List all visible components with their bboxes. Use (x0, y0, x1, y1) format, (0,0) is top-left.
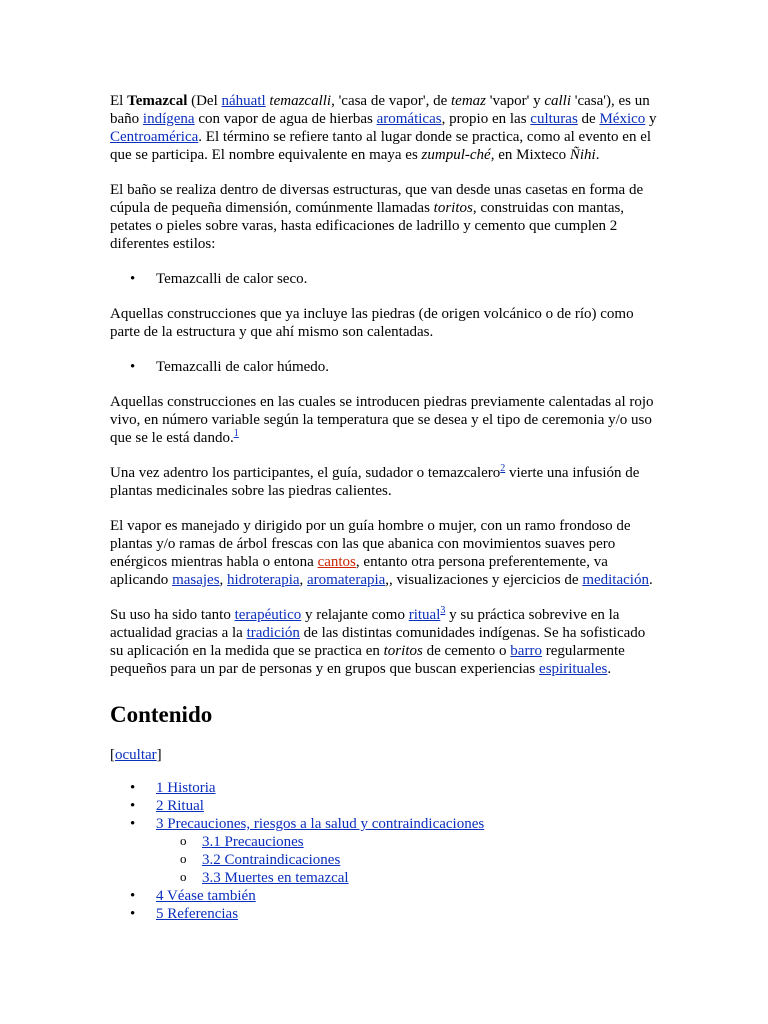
link-aromaticas[interactable]: aromáticas (376, 111, 442, 127)
link-masajes[interactable]: masajes (172, 572, 220, 588)
toc-link-muertes[interactable]: 3.3 Muertes en temazcal (202, 870, 349, 886)
toc-link-contraindicaciones[interactable]: 3.2 Contraindicaciones (202, 852, 341, 868)
bracket: ] (156, 747, 162, 763)
text: Su uso ha sido tanto (110, 607, 235, 623)
toc-hide-link[interactable]: ocultar (115, 747, 157, 763)
link-terapeutico[interactable]: terapéutico (234, 607, 302, 623)
text: El (110, 93, 128, 109)
text: . El término se refiere tanto al lugar donde se practica, como al evento en el que se participa. El nombre equivalente en maya es (110, 129, 652, 163)
link-hidroterapia[interactable]: hidroterapia (227, 572, 300, 588)
toc-link-referencias[interactable]: 5 Referencias (156, 906, 239, 922)
toc-toggle (110, 746, 660, 764)
term-toritos: toritos (383, 643, 423, 659)
paragraph-use (110, 606, 660, 678)
text: Aquellas construcciones en las cuales se introducen piedras previamente calentadas al rojo vivo, en número variable según la temperatura que se desea y el tipo de ceremonia y/o uso que se le está dando. (110, 394, 654, 446)
toc-subitem (156, 869, 660, 887)
paragraph-intro (110, 92, 660, 164)
text: , (299, 572, 308, 588)
link-culturas[interactable]: culturas (530, 111, 578, 127)
text: . (607, 661, 612, 677)
text: ,, visualizaciones y ejercicios de (385, 572, 583, 588)
text: y su práctica sobrevive en la actualidad gracias a la (110, 607, 620, 641)
link-espirituales[interactable]: espirituales (539, 661, 608, 677)
toc-link-historia[interactable]: 1 Historia (156, 780, 216, 796)
text: , (219, 572, 228, 588)
link-indigena[interactable]: indígena (142, 111, 195, 127)
text: , 'casa de vapor', de (331, 93, 452, 109)
paragraph-participants (110, 464, 660, 500)
term-toritos: toritos (433, 200, 473, 216)
toc-item (110, 797, 660, 815)
text: . (595, 147, 600, 163)
text: vierte una infusión de plantas medicinales sobre las piedras calientes. (110, 465, 640, 499)
term-temaz: temaz (451, 93, 487, 109)
link-ritual[interactable]: ritual (408, 607, 441, 623)
list-item: • Temazcalli de calor seco. (110, 270, 660, 288)
bracket: [ (110, 747, 115, 763)
text: 'casa'), es un baño (110, 93, 650, 127)
paragraph-structures (110, 181, 660, 253)
article-body (110, 92, 660, 923)
bullet-list (110, 358, 660, 376)
text: regularmente pequeños para un par de personas y en grupos que buscan experiencias (110, 643, 625, 677)
link-mexico[interactable]: México (599, 111, 646, 127)
text: , en Mixteco (490, 147, 570, 163)
text: de (577, 111, 600, 127)
text: 'vapor' y (486, 93, 545, 109)
toc-link-ritual[interactable]: 2 Ritual (156, 798, 204, 814)
toc-link-vease[interactable]: 4 Véase también (156, 888, 256, 904)
toc-item (110, 779, 660, 797)
paragraph-dry-heat: Aquellas construcciones que ya incluye las piedras (de origen volcánico o de río) como parte de la estructura y que ahí mismo son calentadas. (110, 306, 634, 340)
toc-item (110, 887, 660, 905)
toc-subitem (156, 833, 660, 851)
footnote-ref-2[interactable]: 2 (500, 463, 506, 474)
toc-link-precauciones[interactable]: 3 Precauciones, riesgos a la salud y contraindicaciones (156, 816, 485, 832)
term-temazcal: Temazcal (127, 93, 188, 109)
toc-heading: Contenido (110, 702, 213, 727)
link-nahuatl[interactable]: náhuatl (221, 93, 266, 109)
toc-item (110, 815, 660, 887)
text: . (648, 572, 653, 588)
text: y (645, 111, 657, 127)
link-barro[interactable]: barro (510, 643, 542, 659)
term-nihi: Ñihi (569, 147, 596, 163)
text: , construidas con mantas, petates o pieles sobre varas, hasta edificaciones de ladrillo y cemento que cumplen 2 diferentes estilos: (110, 200, 625, 252)
text: El vapor es manejado y dirigido por un guía hombre o mujer, con un ramo frondoso de plantas y/o ramas de árbol frescas con las que abanica con movimientos suaves pero enérgicos mientras habla o entona (110, 518, 631, 570)
toc-subitem (156, 851, 660, 869)
text: Una vez adentro los participantes, el guía, sudador o temazcalero (110, 465, 501, 481)
toc-list (110, 779, 660, 923)
paragraph-wet-heat (110, 393, 660, 447)
footnote-ref-1[interactable]: 1 (233, 428, 239, 439)
text: , entanto otra persona preferentemente, va aplicando (110, 554, 608, 588)
term-calli: calli (544, 93, 571, 109)
term-zumpul-che: zumpul-ché (421, 147, 491, 163)
paragraph-vapor (110, 517, 660, 589)
text: con vapor de agua de hierbas (194, 111, 377, 127)
link-tradicion[interactable]: tradición (246, 625, 300, 641)
text: , propio en las (441, 111, 531, 127)
term-temazcalli: temazcalli (269, 93, 332, 109)
link-centroamerica[interactable]: Centroamérica (110, 129, 199, 145)
link-cantos[interactable]: cantos (317, 554, 356, 570)
link-aromaterapia[interactable]: aromaterapia (307, 572, 386, 588)
text: y relajante como (301, 607, 409, 623)
toc-sublist (156, 833, 660, 887)
link-meditacion[interactable]: meditación (582, 572, 649, 588)
text: (Del (187, 93, 222, 109)
bullet-list (110, 270, 660, 288)
list-item: • Temazcalli de calor húmedo. (110, 358, 660, 376)
text: de cemento o (422, 643, 511, 659)
text: El baño se realiza dentro de diversas estructuras, que van desde unas casetas en forma de cúpula de pequeña dimensión, comúnmente llamadas (110, 182, 644, 216)
toc-link-precauciones-sub[interactable]: 3.1 Precauciones (202, 834, 304, 850)
toc-item (110, 905, 660, 923)
text: de las distintas comunidades indígenas. Se ha sofisticado su aplicación en la medida que se practica en (110, 625, 646, 659)
footnote-ref-3[interactable]: 3 (440, 605, 446, 616)
